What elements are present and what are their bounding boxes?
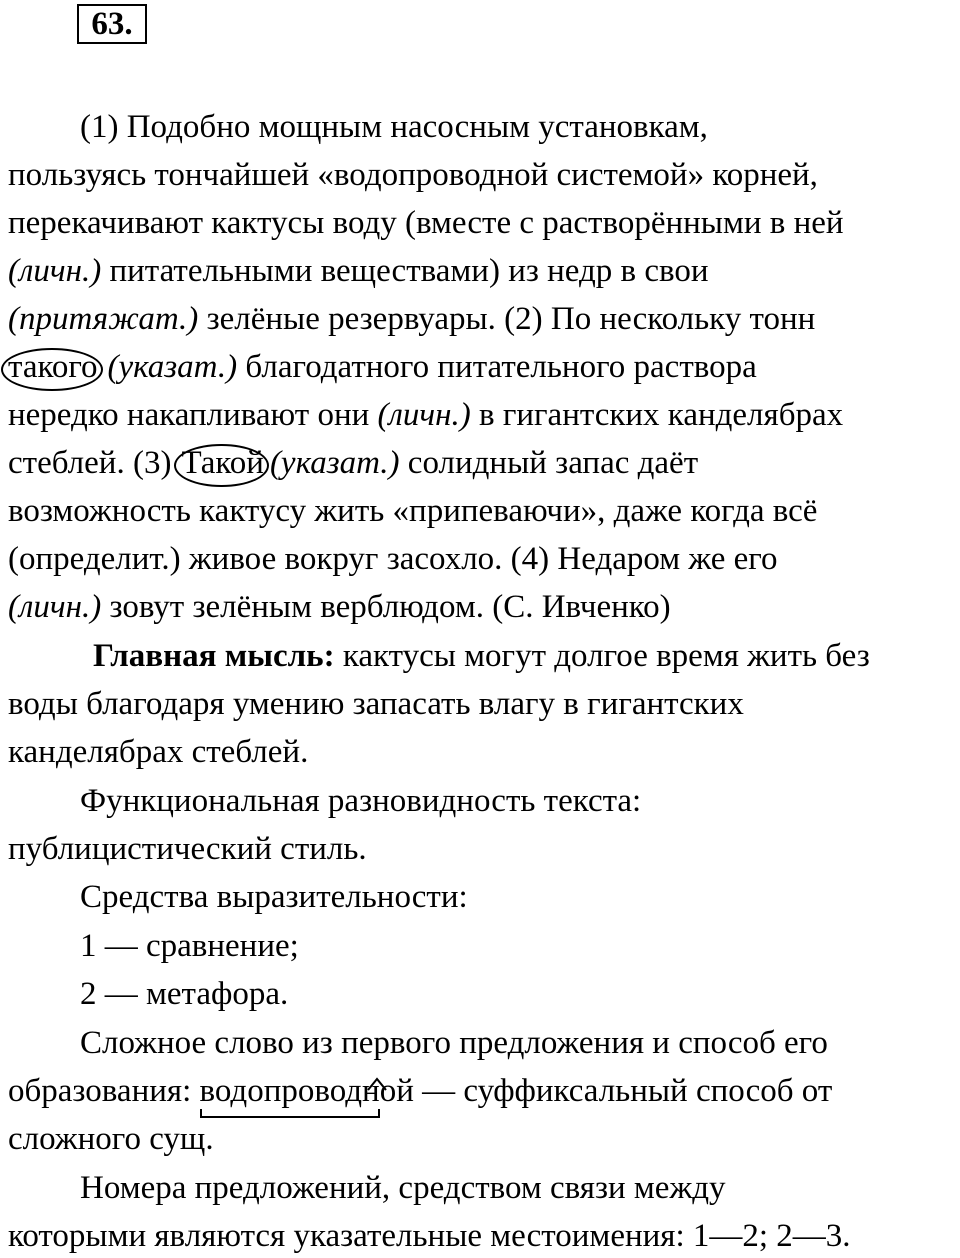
text-line-4	[8, 251, 709, 291]
grammar-note: (указат.)	[269, 445, 400, 481]
main-idea-line-3: канделябрах стеблей.	[8, 734, 309, 770]
main-idea-line-1	[93, 636, 870, 676]
sentence-numbers-line-1: Номера предложений, средством связи между	[80, 1170, 726, 1206]
text-fragment: образования:	[8, 1073, 200, 1109]
exercise-number: 63.	[77, 4, 147, 44]
grammar-note: (указат.)	[107, 349, 238, 385]
text-fragment: — суффиксальный способ от	[413, 1073, 833, 1109]
text-line-11	[8, 587, 671, 627]
compound-word-stem	[200, 1071, 380, 1111]
text-line-6	[8, 347, 757, 387]
text-fragment: в гигантских канделябрах	[470, 397, 844, 433]
compound-word-line-2	[8, 1071, 832, 1111]
expressive-means-item-1: 1 — сравнение;	[80, 928, 299, 964]
grammar-note: (притяжат.)	[8, 301, 199, 337]
main-idea-line-2: воды благодаря умению запасать влагу в гигантских	[8, 686, 744, 722]
grammar-note: (личн.)	[377, 397, 471, 433]
circled-pronoun: Такой	[181, 445, 264, 481]
text-line-7	[8, 395, 843, 435]
compound-word-line-1: Сложное слово из первого предложения и способ его	[80, 1025, 828, 1061]
text-line-3: перекачивают кактусы воду (вместе с растворёнными в ней	[8, 205, 844, 241]
text-fragment: зовут зелёным верблюдом. (С. Ивченко)	[101, 589, 671, 625]
main-idea-text: кактусы могут долгое время жить без	[334, 638, 870, 674]
text-fragment: благодатного питательного раствора	[237, 349, 757, 385]
text-line-5	[8, 299, 815, 339]
sentence-numbers-line-2: которыми являются указательные местоимения: 1—2; 2—3.	[8, 1218, 851, 1254]
main-idea-label: Главная мысль:	[93, 638, 335, 674]
text-line-9: возможность кактусу жить «припеваючи», даже когда всё	[8, 493, 818, 529]
text-fragment: стеблей. (3)	[8, 445, 172, 481]
text-line-2: пользуясь тончайшей «водопроводной системой» корней,	[8, 157, 818, 193]
functional-style-line-2: публицистический стиль.	[8, 831, 367, 867]
text-fragment: солидный запас даёт	[399, 445, 699, 481]
word-ending: ой	[379, 1073, 414, 1109]
grammar-note: (личн.)	[8, 253, 102, 289]
compound-word-line-3: сложного сущ.	[8, 1121, 214, 1157]
text-line-10: (определит.) живое вокруг засохло. (4) Недаром же его	[8, 541, 778, 577]
text-fragment: зелёные резервуары. (2) По нескольку тонн	[198, 301, 816, 337]
expressive-means-heading: Средства выразительности:	[80, 879, 468, 915]
grammar-note: (личн.)	[8, 589, 102, 625]
text-line-8	[8, 443, 698, 483]
circled-pronoun: такого	[8, 349, 98, 385]
text-fragment: нередко накапливают они	[8, 397, 378, 433]
functional-style-line-1: Функциональная разновидность текста:	[80, 783, 642, 819]
stem-text: водопроводн	[199, 1073, 380, 1109]
suffix-caret-mark	[366, 1061, 388, 1075]
text-fragment: питательными веществами) из недр в свои	[101, 253, 709, 289]
expressive-means-item-2: 2 — метафора.	[80, 976, 289, 1012]
text-line-1: (1) Подобно мощным насосным установкам,	[80, 109, 708, 145]
stem-bracket-mark	[200, 1109, 380, 1118]
